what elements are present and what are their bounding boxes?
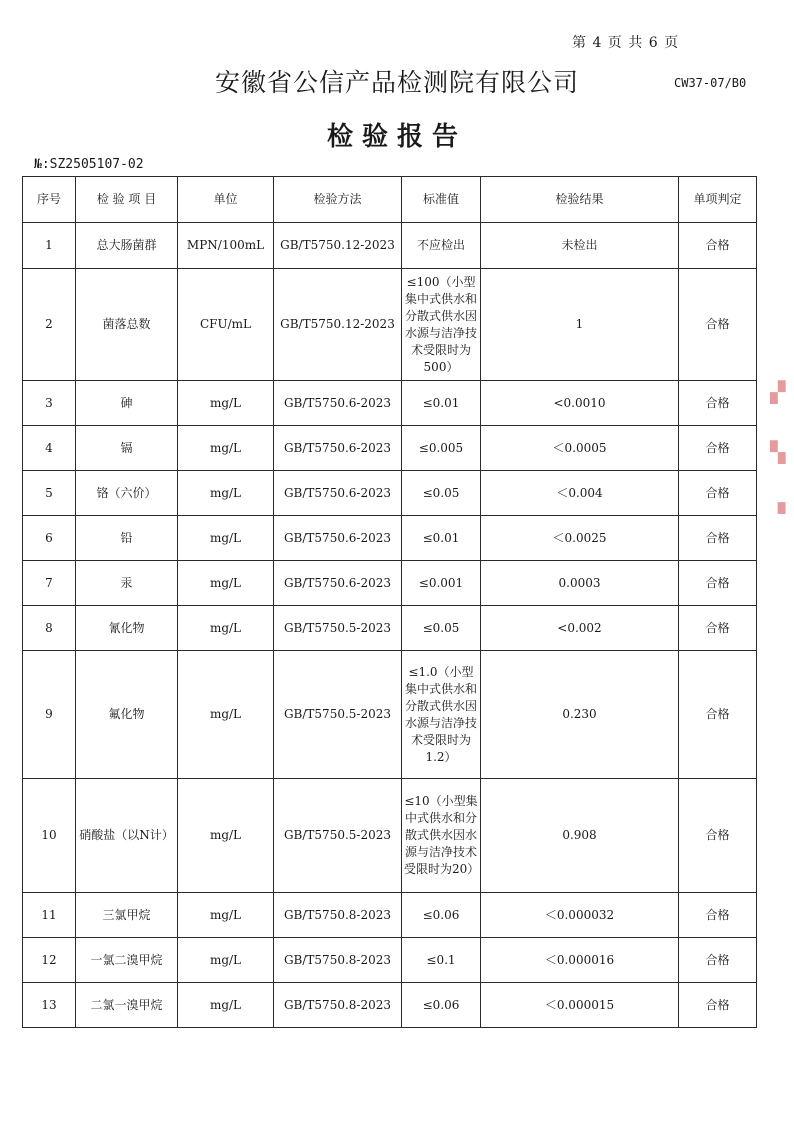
cell-item: 三氯甲烷 [76,893,178,938]
cell-standard: ≤0.05 [402,606,481,651]
cell-no: 8 [23,606,76,651]
header-no: 序号 [23,177,76,223]
cell-standard: ≤0.01 [402,381,481,426]
cell-unit: mg/L [178,561,274,606]
cell-unit: mg/L [178,893,274,938]
cell-method: GB/T5750.12-2023 [274,269,402,381]
seal-stamp-fragment: ▚ [770,440,786,464]
cell-result: ＜0.000016 [481,938,679,983]
cell-result: ＜0.004 [481,471,679,516]
header-standard: 标准值 [402,177,481,223]
cell-verdict: 合格 [679,381,757,426]
cell-verdict: 合格 [679,779,757,893]
table-row [23,561,757,606]
cell-result: 未检出 [481,223,679,269]
cell-verdict: 合格 [679,471,757,516]
header-method: 检验方法 [274,177,402,223]
cell-method: GB/T5750.8-2023 [274,938,402,983]
cell-method: GB/T5750.6-2023 [274,426,402,471]
cell-verdict: 合格 [679,516,757,561]
cell-method: GB/T5750.5-2023 [274,651,402,779]
cell-unit: mg/L [178,983,274,1028]
cell-item: 氰化物 [76,606,178,651]
cell-item: 二氯一溴甲烷 [76,983,178,1028]
cell-standard: ≤0.05 [402,471,481,516]
cell-item: 硝酸盐（以N计） [76,779,178,893]
cell-standard: ≤100（小型集中式供水和分散式供水因水源与洁净技术受限时为500） [402,269,481,381]
cell-verdict: 合格 [679,426,757,471]
table-row [23,651,757,779]
table-row [23,938,757,983]
cell-no: 3 [23,381,76,426]
cell-no: 9 [23,651,76,779]
cell-unit: mg/L [178,651,274,779]
cell-result: <0.002 [481,606,679,651]
cell-result: ＜0.0005 [481,426,679,471]
cell-method: GB/T5750.6-2023 [274,561,402,606]
cell-item: 铬（六价） [76,471,178,516]
cell-item: 总大肠菌群 [76,223,178,269]
table-row [23,381,757,426]
table-row [23,516,757,561]
cell-item: 汞 [76,561,178,606]
cell-item: 镉 [76,426,178,471]
cell-no: 10 [23,779,76,893]
header-unit: 单位 [178,177,274,223]
cell-item: 一氯二溴甲烷 [76,938,178,983]
header-result: 检验结果 [481,177,679,223]
cell-method: GB/T5750.8-2023 [274,893,402,938]
results-table [22,176,757,1028]
cell-verdict: 合格 [679,938,757,983]
cell-standard: 不应检出 [402,223,481,269]
cell-unit: mg/L [178,938,274,983]
cell-method: GB/T5750.6-2023 [274,516,402,561]
cell-method: GB/T5750.5-2023 [274,779,402,893]
cell-result: <0.0010 [481,381,679,426]
table-row [23,983,757,1028]
cell-no: 11 [23,893,76,938]
cell-verdict: 合格 [679,606,757,651]
table-row [23,223,757,269]
cell-item: 砷 [76,381,178,426]
cell-unit: mg/L [178,606,274,651]
cell-method: GB/T5750.8-2023 [274,983,402,1028]
cell-standard: ≤0.06 [402,893,481,938]
table-row [23,779,757,893]
cell-result: 0.0003 [481,561,679,606]
cell-unit: mg/L [178,381,274,426]
cell-no: 6 [23,516,76,561]
cell-item: 菌落总数 [76,269,178,381]
cell-standard: ≤0.005 [402,426,481,471]
cell-item: 氟化物 [76,651,178,779]
report-number: №:SZ2505107-02 [34,157,144,172]
cell-no: 12 [23,938,76,983]
cell-no: 7 [23,561,76,606]
table-row [23,426,757,471]
cell-standard: ≤0.01 [402,516,481,561]
cell-verdict: 合格 [679,893,757,938]
cell-unit: mg/L [178,471,274,516]
cell-verdict: 合格 [679,651,757,779]
cell-standard: ≤0.06 [402,983,481,1028]
cell-no: 5 [23,471,76,516]
page-indicator: 第 4 页 共 6 页 [572,35,680,51]
cell-method: GB/T5750.6-2023 [274,471,402,516]
table-row [23,606,757,651]
cell-standard: ≤1.0（小型集中式供水和分散式供水因水源与洁净技术受限时为1.2） [402,651,481,779]
cell-verdict: 合格 [679,223,757,269]
company-name: 安徽省公信产品检测院有限公司 [214,68,579,97]
table-row [23,893,757,938]
header-item: 检 验 项 目 [76,177,178,223]
header-verdict: 单项判定 [679,177,757,223]
table-row [23,471,757,516]
cell-result: 1 [481,269,679,381]
cell-unit: mg/L [178,779,274,893]
cell-verdict: 合格 [679,269,757,381]
cell-method: GB/T5750.6-2023 [274,381,402,426]
cell-result: ＜0.000015 [481,983,679,1028]
cell-result: ＜0.0025 [481,516,679,561]
table-row [23,269,757,381]
cell-verdict: 合格 [679,561,757,606]
cell-result: 0.230 [481,651,679,779]
cell-result: ＜0.000032 [481,893,679,938]
cell-method: GB/T5750.5-2023 [274,606,402,651]
cell-unit: mg/L [178,426,274,471]
cell-unit: MPN/100mL [178,223,274,269]
form-code: CW37-07/B0 [674,76,747,90]
report-title: 检验报告 [326,122,467,152]
cell-item: 铅 [76,516,178,561]
cell-result: 0.908 [481,779,679,893]
seal-stamp-fragment: ▗ [770,490,786,514]
cell-no: 13 [23,983,76,1028]
cell-standard: ≤0.001 [402,561,481,606]
cell-verdict: 合格 [679,983,757,1028]
cell-unit: CFU/mL [178,269,274,381]
cell-no: 4 [23,426,76,471]
seal-stamp-fragment: ▞ [770,380,786,404]
cell-method: GB/T5750.12-2023 [274,223,402,269]
cell-standard: ≤10（小型集中式供水和分散式供水因水源与洁净技术受限时为20） [402,779,481,893]
cell-no: 2 [23,269,76,381]
cell-no: 1 [23,223,76,269]
cell-unit: mg/L [178,516,274,561]
cell-standard: ≤0.1 [402,938,481,983]
